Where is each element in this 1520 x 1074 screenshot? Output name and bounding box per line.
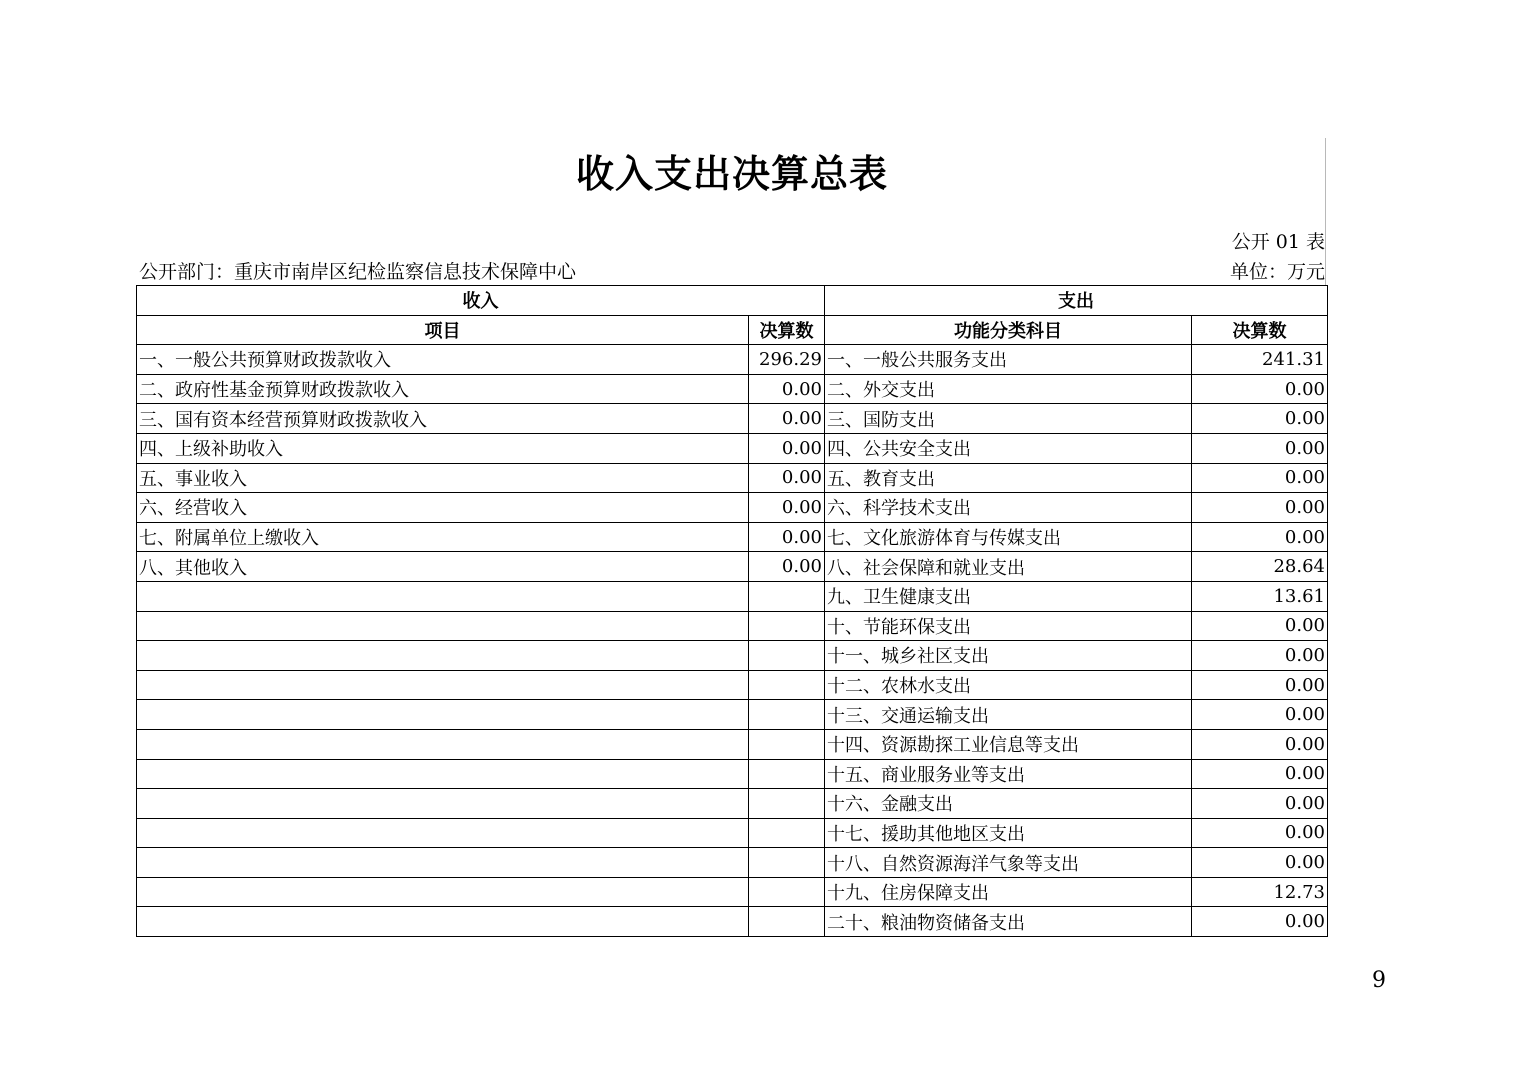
income-item-cell: 三、国有资本经营预算财政拨款收入	[137, 404, 749, 434]
expense-item-cell: 九、卫生健康支出	[825, 581, 1192, 611]
expense-item-cell: 二十、粮油物资储备支出	[825, 907, 1192, 937]
income-item-cell	[137, 818, 749, 848]
income-item-cell: 八、其他收入	[137, 552, 749, 582]
income-item-cell	[137, 877, 749, 907]
form-id: 公开 01 表	[1231, 231, 1325, 253]
expense-amount-cell: 0.00	[1192, 404, 1328, 434]
income-amount-cell	[749, 789, 825, 819]
income-amount-cell: 0.00	[749, 374, 825, 404]
expense-amount-cell: 0.00	[1192, 522, 1328, 552]
expense-amount-header: 决算数	[1192, 315, 1328, 345]
expense-item-cell: 五、教育支出	[825, 463, 1192, 493]
expense-amount-cell: 0.00	[1192, 611, 1328, 641]
table-row	[137, 759, 1328, 789]
expense-amount-cell: 241.31	[1192, 345, 1328, 375]
table-row	[137, 374, 1328, 404]
income-item-cell	[137, 641, 749, 671]
income-item-cell	[137, 729, 749, 759]
table-row	[137, 522, 1328, 552]
expense-amount-cell: 0.00	[1192, 670, 1328, 700]
expense-item-cell: 三、国防支出	[825, 404, 1192, 434]
expense-amount-cell: 0.00	[1192, 700, 1328, 730]
summary-table	[136, 285, 1328, 937]
income-item-cell: 一、一般公共预算财政拨款收入	[137, 345, 749, 375]
table-row	[137, 433, 1328, 463]
expense-amount-cell: 0.00	[1192, 641, 1328, 671]
income-amount-cell: 0.00	[749, 433, 825, 463]
table-row	[137, 729, 1328, 759]
table-row	[137, 493, 1328, 523]
income-item-cell	[137, 848, 749, 878]
expense-item-cell: 十三、交通运输支出	[825, 700, 1192, 730]
expense-amount-cell: 0.00	[1192, 848, 1328, 878]
expense-amount-cell: 28.64	[1192, 552, 1328, 582]
table-row	[137, 552, 1328, 582]
column-header-row	[137, 315, 1328, 345]
income-item-cell: 六、经营收入	[137, 493, 749, 523]
expense-item-cell: 十四、资源勘探工业信息等支出	[825, 729, 1192, 759]
income-item-cell: 七、附属单位上缴收入	[137, 522, 749, 552]
expense-item-cell: 十一、城乡社区支出	[825, 641, 1192, 671]
income-item-cell	[137, 700, 749, 730]
expense-amount-cell: 0.00	[1192, 789, 1328, 819]
expense-item-cell: 十七、援助其他地区支出	[825, 818, 1192, 848]
income-item-cell: 四、上级补助收入	[137, 433, 749, 463]
income-amount-cell	[749, 907, 825, 937]
income-amount-header: 决算数	[749, 315, 825, 345]
expense-item-cell: 八、社会保障和就业支出	[825, 552, 1192, 582]
table-row	[137, 581, 1328, 611]
income-amount-cell	[749, 729, 825, 759]
income-amount-cell: 0.00	[749, 522, 825, 552]
expense-amount-cell: 0.00	[1192, 433, 1328, 463]
income-amount-cell: 0.00	[749, 552, 825, 582]
expense-item-cell: 十六、金融支出	[825, 789, 1192, 819]
expense-item-cell: 七、文化旅游体育与传媒支出	[825, 522, 1192, 552]
income-item-cell	[137, 789, 749, 819]
income-amount-cell: 0.00	[749, 493, 825, 523]
income-amount-cell	[749, 877, 825, 907]
expense-item-header: 功能分类科目	[825, 315, 1192, 345]
expense-item-cell: 六、科学技术支出	[825, 493, 1192, 523]
table-row	[137, 818, 1328, 848]
table-row	[137, 641, 1328, 671]
expense-item-cell: 四、公共安全支出	[825, 433, 1192, 463]
page-number: 9	[1372, 968, 1386, 993]
income-amount-cell	[749, 759, 825, 789]
income-item-cell	[137, 611, 749, 641]
expense-item-cell: 十五、商业服务业等支出	[825, 759, 1192, 789]
income-item-cell	[137, 759, 749, 789]
expense-amount-cell: 0.00	[1192, 729, 1328, 759]
income-amount-cell	[749, 700, 825, 730]
expense-amount-cell: 12.73	[1192, 877, 1328, 907]
income-item-cell	[137, 907, 749, 937]
table-row	[137, 463, 1328, 493]
income-item-header: 项目	[137, 315, 749, 345]
expense-item-cell: 十、节能环保支出	[825, 611, 1192, 641]
table-row	[137, 907, 1328, 937]
table-row	[137, 345, 1328, 375]
expense-group-header: 支出	[825, 286, 1328, 316]
income-item-cell: 二、政府性基金预算财政拨款收入	[137, 374, 749, 404]
income-amount-cell	[749, 641, 825, 671]
income-amount-cell	[749, 611, 825, 641]
expense-amount-cell: 0.00	[1192, 463, 1328, 493]
unit-label: 单位：万元	[1229, 261, 1325, 283]
table-row	[137, 877, 1328, 907]
group-header-row	[137, 286, 1328, 316]
table-body	[137, 345, 1328, 937]
table-row	[137, 789, 1328, 819]
table-row	[137, 670, 1328, 700]
expense-amount-cell: 0.00	[1192, 374, 1328, 404]
expense-amount-cell: 0.00	[1192, 493, 1328, 523]
expense-item-cell: 二、外交支出	[825, 374, 1192, 404]
expense-item-cell: 十八、自然资源海洋气象等支出	[825, 848, 1192, 878]
department-label: 公开部门：重庆市南岸区纪检监察信息技术保障中心	[139, 261, 577, 283]
income-amount-cell	[749, 670, 825, 700]
income-group-header: 收入	[137, 286, 825, 316]
income-amount-cell	[749, 581, 825, 611]
income-item-cell	[137, 670, 749, 700]
income-amount-cell	[749, 848, 825, 878]
income-item-cell: 五、事业收入	[137, 463, 749, 493]
expense-amount-cell: 0.00	[1192, 907, 1328, 937]
expense-amount-cell: 0.00	[1192, 818, 1328, 848]
table-row	[137, 848, 1328, 878]
income-amount-cell: 296.29	[749, 345, 825, 375]
income-item-cell	[137, 581, 749, 611]
page-title: 收入支出决算总表	[575, 152, 888, 196]
income-amount-cell: 0.00	[749, 463, 825, 493]
expense-item-cell: 一、一般公共服务支出	[825, 345, 1192, 375]
income-amount-cell: 0.00	[749, 404, 825, 434]
expense-item-cell: 十九、住房保障支出	[825, 877, 1192, 907]
table-row	[137, 700, 1328, 730]
expense-item-cell: 十二、农林水支出	[825, 670, 1192, 700]
table-row	[137, 611, 1328, 641]
table-row	[137, 404, 1328, 434]
expense-amount-cell: 0.00	[1192, 759, 1328, 789]
income-amount-cell	[749, 818, 825, 848]
expense-amount-cell: 13.61	[1192, 581, 1328, 611]
